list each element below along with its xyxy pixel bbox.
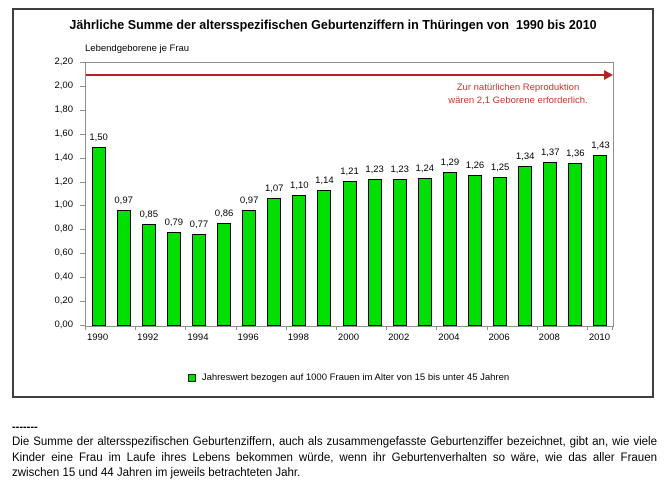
- footnote-text: Die Summe der altersspezifischen Geburtenziffern, auch als zusammengefasste Geburtenziffer bezeichnet, gibt an, wie viele Kinder eine Frau im Laufe ihres Lebens bekommen würde, wenn ihr Geburtenverhalten so wäre, wie das aller Frauen zwischen 15 und 44 Jahren im jeweils betrachteten Jahr.: [12, 436, 657, 479]
- x-tick-label: 1998: [287, 332, 309, 343]
- bar-value-label: 1,36: [566, 148, 585, 160]
- bar: [393, 179, 407, 326]
- y-tick-label: 0,80: [54, 223, 73, 235]
- bar: [167, 232, 181, 326]
- bar: [493, 177, 507, 326]
- x-tick-mark: [386, 326, 387, 330]
- y-tick-label: 1,20: [54, 175, 73, 187]
- bar: [518, 166, 532, 326]
- plot-area: [85, 62, 614, 327]
- bar: [92, 147, 106, 326]
- bar: [117, 210, 131, 326]
- y-tick-mark: [80, 110, 85, 111]
- bar: [418, 178, 432, 326]
- x-tick-mark: [135, 326, 136, 330]
- bar-value-label: 0,77: [189, 218, 209, 230]
- y-tick-label: 0,40: [54, 271, 73, 283]
- bar-value-label: 1,14: [315, 174, 334, 186]
- y-tick-mark: [80, 277, 85, 278]
- x-tick-mark: [85, 326, 86, 330]
- bar-value-label: 1,21: [340, 166, 359, 178]
- bar: [443, 172, 457, 326]
- y-tick-mark: [80, 205, 85, 206]
- y-tick-label: 0,20: [54, 295, 73, 307]
- bar-value-label: 1,37: [541, 147, 560, 159]
- bar: [217, 223, 231, 326]
- y-tick-mark: [80, 229, 85, 230]
- x-tick-mark: [587, 326, 588, 330]
- bar-value-label: 0,85: [139, 209, 158, 221]
- y-tick-mark: [80, 158, 85, 159]
- y-tick-label: 1,00: [54, 199, 73, 211]
- x-tick-label: 2004: [438, 332, 460, 343]
- bar-value-label: 1,25: [490, 161, 510, 173]
- x-tick-label: 2010: [588, 332, 610, 343]
- y-tick-label: 0,00: [54, 319, 73, 330]
- legend-label: Jahreswert bezogen auf 1000 Frauen im Alter von 15 bis unter 45 Jahren: [201, 372, 510, 383]
- x-tick-mark: [612, 326, 613, 330]
- x-tick-label: 2002: [388, 332, 410, 343]
- x-tick-mark: [336, 326, 337, 330]
- bar: [267, 198, 281, 326]
- reference-annotation-line2: wären 2,1 Geborene erforderlich.: [448, 95, 588, 106]
- chart-title: Jährliche Summe der altersspezifischen Geburtenziffern in Thüringen von 1990 bis 2010: [69, 18, 597, 32]
- bar: [468, 175, 482, 326]
- bar: [142, 224, 156, 326]
- y-tick-mark: [80, 134, 85, 135]
- reference-arrow-icon: [604, 70, 613, 80]
- y-tick-label: 1,80: [54, 103, 73, 115]
- y-tick-label: 1,40: [54, 151, 73, 163]
- bar: [568, 163, 582, 326]
- bar-value-label: 0,86: [214, 208, 234, 220]
- bar: [593, 155, 607, 326]
- bar-value-label: 1,10: [290, 179, 309, 191]
- x-tick-label: 2000: [337, 332, 360, 343]
- bar: [292, 195, 306, 327]
- chart-frame: [12, 8, 654, 398]
- y-axis-title: Lebendgeborene je Frau: [85, 43, 190, 54]
- footnote-separator: -------: [12, 421, 38, 433]
- bar-value-label: 1,50: [89, 131, 108, 143]
- x-tick-label: 2006: [488, 332, 510, 343]
- x-tick-mark: [236, 326, 237, 330]
- x-tick-mark: [537, 326, 538, 330]
- bar-value-label: 1,29: [440, 156, 460, 168]
- bar: [192, 234, 206, 326]
- bar-value-label: 0,97: [114, 195, 133, 207]
- bar-value-label: 0,79: [164, 216, 184, 228]
- bar-value-label: 1,24: [415, 162, 435, 174]
- x-tick-label: 1994: [187, 332, 209, 343]
- x-tick-mark: [436, 326, 437, 330]
- x-tick-mark: [185, 326, 186, 330]
- bar: [242, 210, 256, 326]
- y-tick-label: 1,60: [54, 127, 73, 139]
- legend: [85, 372, 612, 383]
- y-tick-mark: [80, 86, 85, 87]
- bar-value-label: 1,43: [591, 140, 610, 152]
- bar: [317, 190, 331, 326]
- y-tick-mark: [80, 253, 85, 254]
- reference-annotation-line1: Zur natürlichen Reproduktion: [456, 82, 580, 93]
- reference-annotation: [408, 81, 628, 107]
- bar: [343, 181, 357, 326]
- legend-marker-icon: [188, 374, 196, 382]
- x-tick-mark: [286, 326, 287, 330]
- x-tick-label: 2008: [538, 332, 560, 343]
- bar-value-label: 1,34: [515, 150, 535, 162]
- footnote: [12, 421, 657, 482]
- bar-value-label: 1,23: [390, 163, 409, 175]
- y-tick-label: 2,00: [54, 79, 73, 91]
- x-tick-label: 1992: [137, 332, 159, 343]
- bar: [368, 179, 382, 326]
- x-tick-mark: [487, 326, 488, 330]
- bar-value-label: 1,23: [365, 163, 384, 175]
- x-tick-label: 1990: [86, 332, 109, 343]
- y-tick-mark: [80, 182, 85, 183]
- y-tick-label: 2,20: [54, 56, 73, 67]
- bar: [543, 162, 557, 326]
- reference-line: [86, 74, 604, 76]
- bar-value-label: 1,07: [264, 183, 284, 195]
- bar-value-label: 1,26: [465, 160, 485, 172]
- y-tick-mark: [80, 301, 85, 302]
- y-tick-mark: [80, 62, 85, 63]
- y-tick-label: 0,60: [54, 247, 73, 259]
- x-tick-label: 1996: [237, 332, 259, 343]
- bar-value-label: 0,97: [239, 195, 259, 207]
